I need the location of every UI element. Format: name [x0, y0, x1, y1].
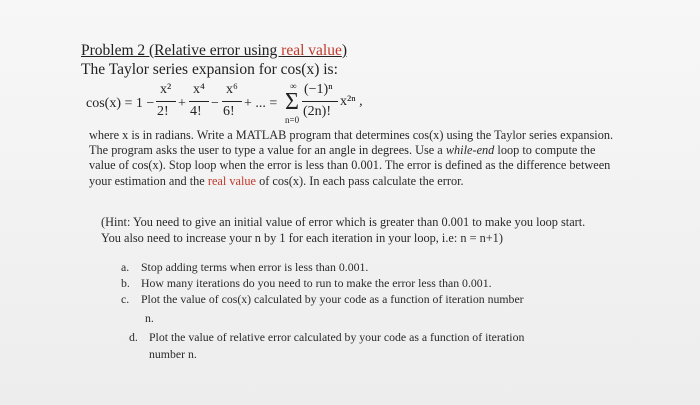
formula-tail: x²ⁿ ,: [340, 94, 363, 109]
title-highlight: real value: [281, 42, 342, 59]
list-marker: a.: [121, 260, 130, 274]
problem-title: [81, 42, 347, 60]
sigma-lower: n=0: [285, 115, 300, 125]
list-marker: c.: [121, 292, 130, 306]
title-suffix: ): [341, 42, 348, 59]
formula-den1: 2!: [157, 104, 169, 119]
list-item-text: Stop adding terms when error is less than 0.001.: [141, 260, 369, 274]
problem-subtitle: The Taylor series expansion for cos(x) is:: [81, 61, 338, 78]
title-text: Problem 2 (Relative error using: [81, 42, 282, 59]
para-italic: while-end: [445, 143, 495, 158]
hint-line-1: (Hint: You need to give an initial value of error which is greater than 0.001 to make you loop start.: [101, 215, 586, 229]
fraction-bar: [189, 101, 209, 102]
para-text-1: where x is in radians. Write a MATLAB program that determines cos(x) using the Taylor series expansion. The program asks the user to type a value for an angle in degrees. Use a: [89, 128, 614, 158]
hint-line-2: You also need to increase your n by 1 for each iteration in your loop, i.e: n = n+1): [101, 231, 503, 245]
formula-den2: 4!: [190, 104, 202, 119]
formula-den4: (2n)!: [303, 104, 331, 119]
list-marker: b.: [121, 276, 130, 290]
list-item-d-continuation: number n.: [149, 347, 197, 361]
formula-op1: +: [178, 96, 186, 111]
para-text-3: of cos(x). In each pass calculate the error.: [256, 173, 464, 188]
para-highlight: real value: [207, 173, 256, 188]
formula-num3: x⁶: [226, 82, 238, 97]
sigma-symbol: Σ: [285, 89, 299, 115]
formula-num4: (−1)ⁿ: [304, 82, 333, 97]
fraction-bar: [222, 101, 242, 102]
formula-den3: 6!: [223, 104, 235, 119]
hint-block: [101, 214, 641, 246]
fraction-bar: [302, 101, 338, 102]
taylor-formula: [86, 81, 366, 130]
list-item-text: Plot the value of relative error calculated by your code as a function of iteration: [149, 330, 525, 344]
formula-num1: x²: [160, 82, 172, 97]
list-item-c-continuation: n.: [145, 311, 154, 325]
list-item-text: How many iterations do you need to run to make the error less than 0.001.: [141, 276, 492, 290]
para-text-2: loop to compute the value of cos(x). Stop loop when the error is less than 0.001. The error is defined as the difference between your estimation and the: [89, 143, 611, 188]
list-item-c: [121, 292, 524, 306]
formula-num2: x⁴: [193, 82, 205, 97]
list-item-text: Plot the value of cos(x) calculated by your code as a function of iteration number: [141, 292, 524, 306]
list-item-a: [121, 260, 368, 274]
formula-lhs: cos(x) = 1 −: [86, 96, 155, 111]
list-item-b: [121, 276, 492, 290]
sigma-upper: ∞: [290, 81, 297, 91]
formula-op3: + ... =: [244, 96, 278, 111]
list-marker: d.: [129, 330, 138, 344]
fraction-bar: [156, 101, 176, 102]
list-item-d: [129, 330, 524, 344]
formula-op2: −: [211, 96, 219, 111]
problem-description: [89, 128, 619, 189]
